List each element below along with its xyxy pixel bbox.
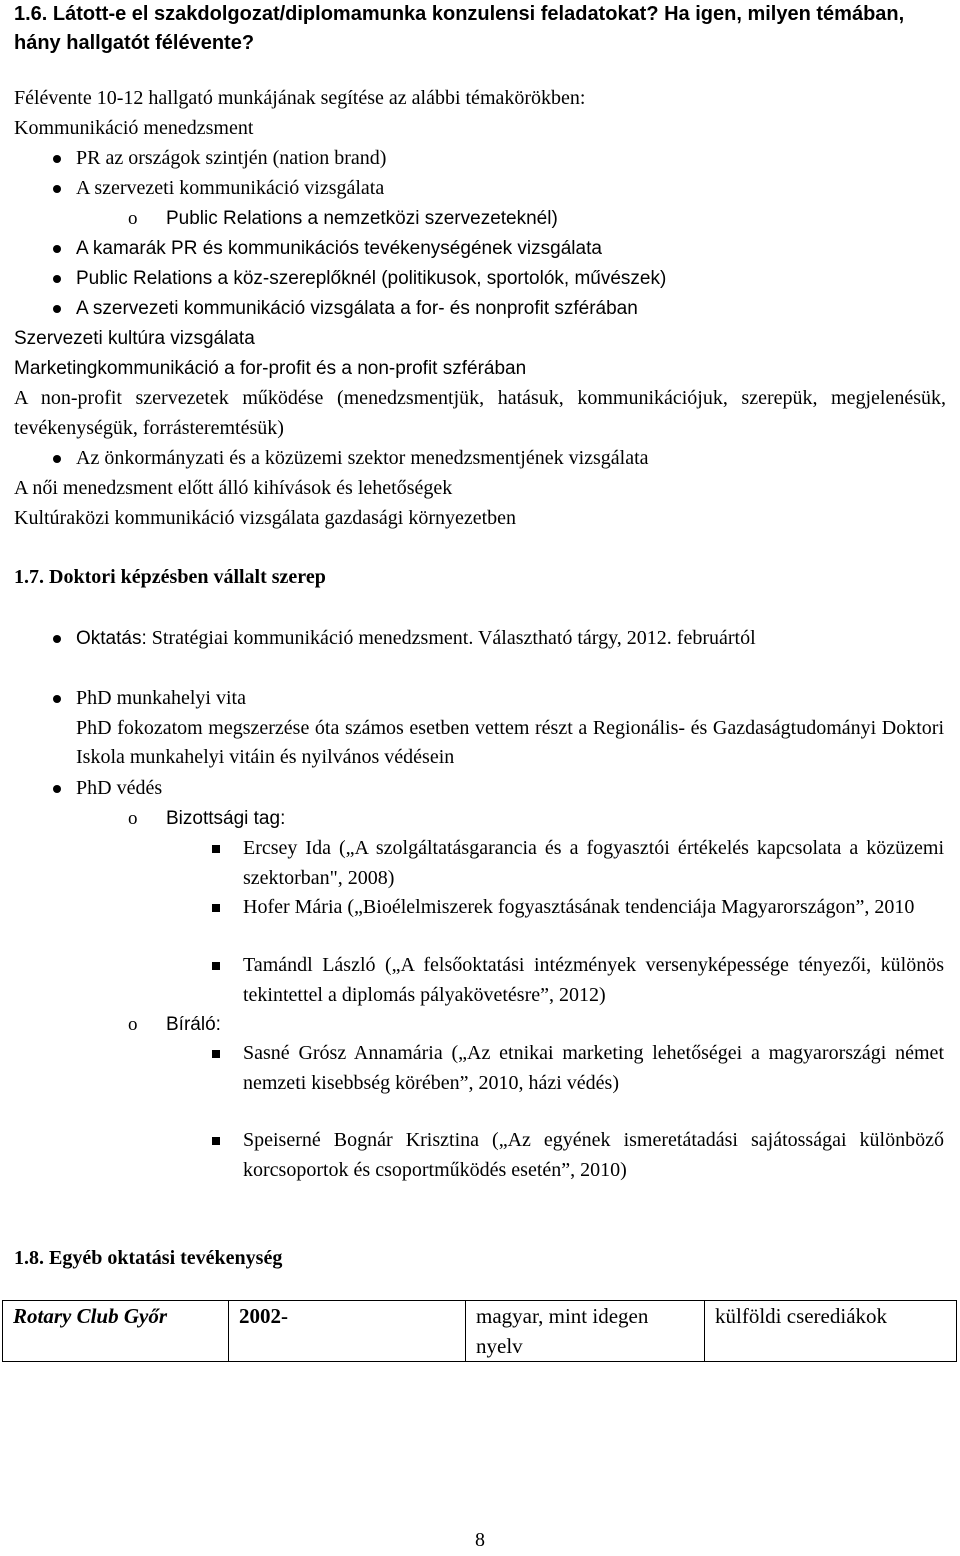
square-bullet-icon (212, 904, 220, 912)
bullet-icon (53, 185, 61, 193)
square-bullet-icon (212, 962, 220, 970)
section-1-7-heading: 1.7. Doktori képzésben vállalt szerep (14, 566, 326, 588)
topic-organizational-culture: Szervezeti kultúra vizsgálata (14, 328, 255, 349)
table-cell-audience: külföldi cserediákok (705, 1301, 957, 1362)
square-bullet-icon (212, 1050, 220, 1058)
bullet-icon (53, 635, 61, 643)
committee-item: Hofer Mária („Bioélelmiszerek fogyasztásának tendenciája Magyarországon”, 2010 (0, 893, 944, 923)
table-row (3, 1301, 957, 1362)
reviewer-item: Sasné Grósz Annamária („Az etnikai marketing lehetőségei a magyarországi német nemzeti kisebbség körében”, 2010, házi védés) (0, 1039, 944, 1098)
table-cell-subject: magyar, mint idegen nyelv (466, 1301, 705, 1362)
table-cell-org: Rotary Club Győr (3, 1301, 229, 1362)
circle-bullet-icon: o (128, 1014, 138, 1035)
committee-item: Ercsey Ida („A szolgáltatásgarancia és a fogyasztói értékelés kapcsolata a közüzemi szektorban", 2008) (0, 834, 944, 893)
bullet-item: PhD védés (0, 774, 162, 804)
circle-bullet-icon: o (128, 808, 138, 829)
topic-marketing-communication: Marketingkommunikáció a for-profit és a non-profit szférában (14, 358, 527, 379)
page-number: 8 (475, 1529, 485, 1551)
topic-women-management: A női menedzsment előtt álló kihívások és lehetőségek (14, 477, 453, 499)
committee-item: Tamándl László („A felsőoktatási intézmények versenyképessége tényezői, különös tekintettel a diplomás pályakövetésre”, 2012) (0, 951, 944, 1010)
bullet-item: A kamarák PR és kommunikációs tevékenységének vizsgálata (0, 234, 602, 264)
other-teaching-table (2, 1300, 957, 1362)
sub-bullet-item: o Bíráló: (0, 1010, 221, 1040)
section-1-8-heading: 1.8. Egyéb oktatási tevékenység (14, 1247, 283, 1269)
square-bullet-icon (212, 845, 220, 853)
reviewer-item: Speiserné Bognár Krisztina („Az egyének ismeretátadási sajátosságai különböző korcsoportok és csoportműködés esetén”, 2010) (0, 1126, 944, 1185)
circle-bullet-icon: o (128, 208, 138, 229)
bullet-icon (53, 275, 61, 283)
bullet-icon (53, 305, 61, 313)
bullet-item: A szervezeti kommunikáció vizsgálata a for- és nonprofit szférában (0, 294, 638, 324)
bullet-item: A szervezeti kommunikáció vizsgálata (0, 174, 384, 204)
topic-nonprofit: A non-profit szervezetek működése (menedzsmentjük, hatásuk, kommunikációjuk, szerepük, megjelenésük, tevékenységük, forrásteremtésük) (14, 387, 946, 439)
bullet-item: PhD munkahelyi vita PhD fokozatom megszerzése óta számos esetben vettem részt a Regionális- és Gazdaságtudományi Doktori Iskola munkahelyi vitáin és nyilvános védésein (0, 684, 944, 773)
sub-bullet-item: o Public Relations a nemzetközi szervezeteknél) (0, 204, 960, 234)
bullet-item: Az önkormányzati és a közüzemi szektor menedzsmentjének vizsgálata (0, 444, 649, 474)
bullet-icon (53, 785, 61, 793)
section-1-6-heading: 1.6. Látott-e el szakdolgozat/diplomamunka konzulensi feladatokat? Ha igen, milyen témában, hány hallgatót félévente? (14, 3, 905, 54)
bullet-icon (53, 695, 61, 703)
bullet-item: Oktatás: Stratégiai kommunikáció menedzsment. Választható tárgy, 2012. februártól (0, 624, 944, 654)
bullet-icon (53, 155, 61, 163)
bullet-icon (53, 455, 61, 463)
topic-communication-management: Kommunikáció menedzsment (14, 117, 254, 139)
table-cell-year: 2002- (229, 1301, 466, 1362)
intro-text: Félévente 10-12 hallgató munkájának segítése az alábbi témakörökben: (14, 87, 586, 109)
sub-bullet-item: o Bizottsági tag: (0, 804, 285, 834)
bullet-icon (53, 245, 61, 253)
bullet-item: PR az országok szintjén (nation brand) (0, 144, 386, 174)
bullet-item: Public Relations a köz-szereplőknél (politikusok, sportolók, művészek) (0, 264, 666, 294)
topic-intercultural: Kultúraközi kommunikáció vizsgálata gazdasági környezetben (14, 507, 517, 529)
square-bullet-icon (212, 1137, 220, 1145)
